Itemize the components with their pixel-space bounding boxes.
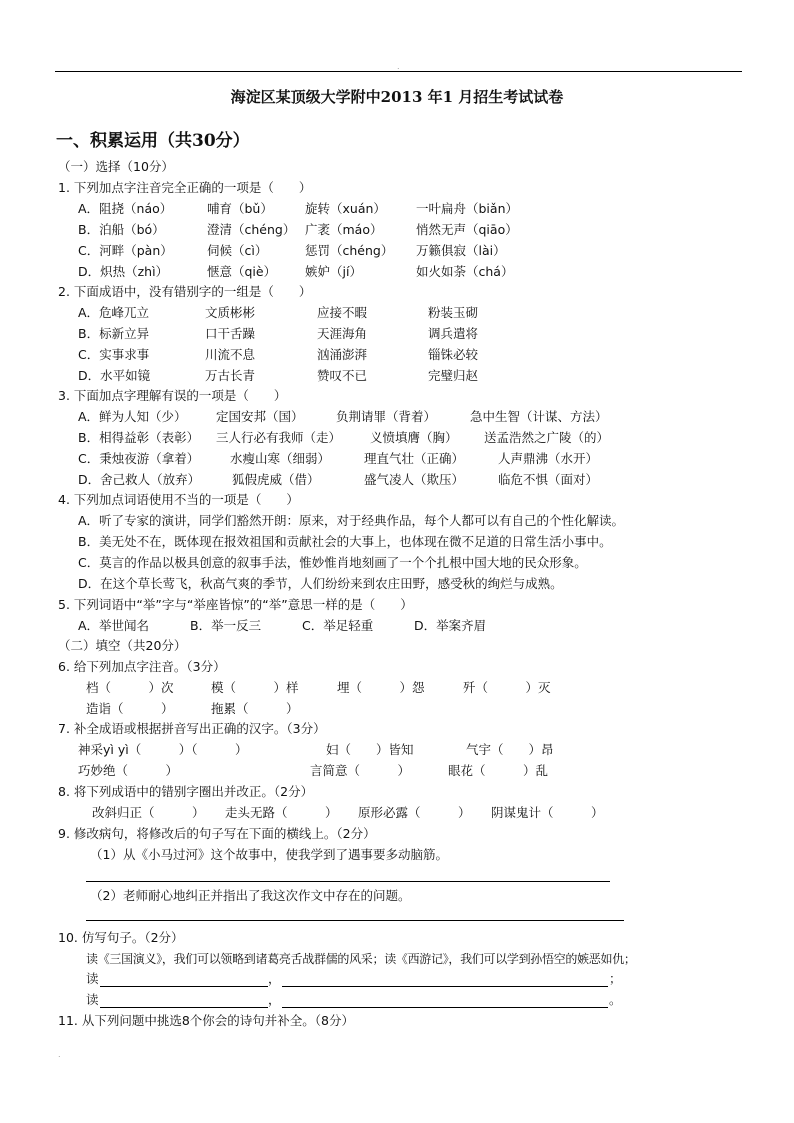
question-stem: 10. 仿写句子。（2分） [58,930,184,945]
part-heading: （一）选择（10分） [58,159,174,174]
answer-line[interactable] [282,986,608,987]
answer-line[interactable] [86,920,624,921]
q6-item: 造诣（ ） [86,701,174,716]
q1-option: D．炽热（zhì） [78,264,169,279]
q3-option: 狐假虎威（借） [232,472,320,487]
q10-comma: ， [268,971,281,986]
q2-option: 调兵遣将 [428,326,479,341]
q1-option: 旋转（xuán） [305,201,386,216]
q9-sentence: （1）从《小马过河》这个故事中，使我学到了遇事要多动脑筋。 [90,847,448,862]
q2-option: 应接不暇 [317,305,368,320]
q3-option: 理直气壮（正确） [364,451,465,466]
q7-item: 妇（ ）皆知 [326,742,414,757]
q2-option: 完璧归赵 [428,368,479,383]
q10-period: 。 [609,992,622,1007]
q10-prefix: 读 [86,971,99,986]
question-stem: 2. 下面成语中，没有错别字的一组是（ ） [58,284,312,299]
part-heading: （二）填空（共20分） [58,638,187,653]
q6-item: 档（ ）次 [86,680,174,695]
q2-option: C．实事求事 [78,347,150,362]
q7-item: 气宇（ ）昂 [466,742,554,757]
q1-option: 澄清（chéng） [207,222,296,237]
q5-option: A．举世闻名 [78,618,150,633]
q2-option: B．标新立异 [78,326,150,341]
q1-option: 广袤（máo） [305,222,383,237]
answer-line[interactable] [100,986,268,987]
answer-line[interactable] [282,1007,608,1008]
footer-dot: . [58,1050,61,1059]
q1-option: 伺候（cì） [207,243,268,258]
q3-option: C．秉烛夜游（拿着） [78,451,200,466]
q1-option: B．泊船（bó） [78,222,165,237]
q2-option: A．危峰兀立 [78,305,150,320]
q3-option: 人声鼎沸（水开） [498,451,599,466]
q8-item: 走头无路（ ） [225,805,338,820]
q7-item: 眼花（ ）乱 [448,763,549,778]
q8-item: 改斜归正（ ） [92,805,205,820]
q1-option: 悄然无声（qiāo） [416,222,518,237]
q6-item: 模（ ）样 [211,680,299,695]
q3-option: 义愤填膺（胸） [370,430,458,445]
section-heading: 一、积累运用（共30分） [56,131,250,151]
q1-option: 惬意（qiè） [207,264,277,279]
q2-option: 汹涌澎湃 [317,347,368,362]
q10-comma: ， [268,992,281,1007]
q3-option: 盛气凌人（欺压） [364,472,465,487]
question-stem: 3. 下面加点字理解有误的一项是（ ） [58,388,287,403]
q1-option: 哺育（bǔ） [207,201,273,216]
q2-option: 文质彬彬 [205,305,256,320]
q6-item: 歼（ ）灭 [463,680,551,695]
question-stem: 6. 给下列加点字注音。（3分） [58,659,226,674]
q4-option: A．听了专家的演讲，同学们豁然开朗：原来，对于经典作品，每个人都可以有自己的个性化解读。 [78,513,625,528]
question-stem: 7. 补全成语或根据拼音写出正确的汉字。（3分） [58,721,326,736]
q1-option: A．阻挠（náo） [78,201,173,216]
q4-option: C．莫言的作品以极具创意的叙事手法，惟妙惟肖地刻画了一个个扎根中国大地的民众形象。 [78,555,587,570]
q3-option: 负荆请罪（背着） [336,409,437,424]
q3-option: D．舍己救人（放弃） [78,472,201,487]
q2-option: 锱铢必较 [428,347,479,362]
q3-option: 定国安邦（国） [216,409,304,424]
q1-option: 一叶扁舟（biǎn） [416,201,518,216]
question-stem: 5. 下列词语中“举”字与“举座皆惊”的“举”意思一样的是（ ） [58,597,413,612]
q5-option: C．举足轻重 [302,618,374,633]
q3-option: 三人行必有我师（走） [216,430,342,445]
q6-item: 拖累（ ） [211,701,299,716]
q7-item: 巧妙绝（ ） [78,763,179,778]
question-stem: 4. 下列加点词语使用不当的一项是（ ） [58,492,299,507]
q2-option: 川流不息 [205,347,256,362]
q7-item: 神采yì yì（ ）（ ） [78,742,248,757]
q3-option: 水瘦山寒（细弱） [230,451,331,466]
q5-option: D．举案齐眉 [414,618,487,633]
q1-option: 惩罚（chéng） [305,243,394,258]
q3-option: 急中生智（计谋、方法） [470,409,608,424]
q3-option: 送孟浩然之广陵（的） [484,430,610,445]
question-stem: 11. 从下列问题中挑选8个你会的诗句并补全。（8分） [58,1013,355,1028]
q10-semicolon: ； [609,971,622,986]
q1-option: 万籁俱寂（lài） [416,243,506,258]
q2-option: 赞叹不已 [317,368,368,383]
header-dot: . [397,62,400,71]
q2-option: D．水平如镜 [78,368,151,383]
q5-option: B．举一反三 [190,618,262,633]
q10-example: 读《三国演义》，我们可以领略到诸葛亮舌战群儒的风采；读《西游记》，我们可以学到孙悟空的嫉恶如仇； [86,952,636,966]
page-title: 海淀区某顶级大学附中2013 年1 月招生考试试卷 [230,88,564,106]
q9-sentence: （2）老师耐心地纠正并指出了我这次作文中存在的问题。 [90,888,411,903]
question-stem: 9. 修改病句，将修改后的句子写在下面的横线上。（2分） [58,826,376,841]
q1-option: 嫉妒（jí） [305,264,362,279]
q2-option: 天涯海角 [317,326,368,341]
question-stem: 8. 将下列成语中的错别字圈出并改正。（2分） [58,784,314,799]
q1-option: C．河畔（pàn） [78,243,173,258]
q8-item: 原形必露（ ） [358,805,471,820]
q2-option: 万古长青 [205,368,256,383]
answer-line[interactable] [86,881,610,882]
q4-option: D．在这个草长莺飞，秋高气爽的季节，人们纷纷来到农庄田野，感受秋的绚烂与成熟。 [78,576,563,591]
q1-option: 如火如荼（chá） [416,264,514,279]
q10-prefix: 读 [86,992,99,1007]
q8-item: 阴谋鬼计（ ） [491,805,604,820]
q3-option: B．相得益彰（表彰） [78,430,200,445]
q2-option: 口干舌躁 [205,326,256,341]
q2-option: 粉装玉砌 [428,305,479,320]
q6-item: 埋（ ）怨 [337,680,425,695]
question-stem: 1. 下列加点字注音完全正确的一项是（ ） [58,180,312,195]
q3-option: 临危不惧（面对） [498,472,599,487]
q4-option: B．美无处不在，既体现在报效祖国和贡献社会的大事上，也体现在微不足道的日常生活小事中。 [78,534,612,549]
header-rule [55,71,742,72]
answer-line[interactable] [100,1007,268,1008]
q7-item: 言简意（ ） [310,763,411,778]
q3-option: A．鲜为人知（少） [78,409,187,424]
